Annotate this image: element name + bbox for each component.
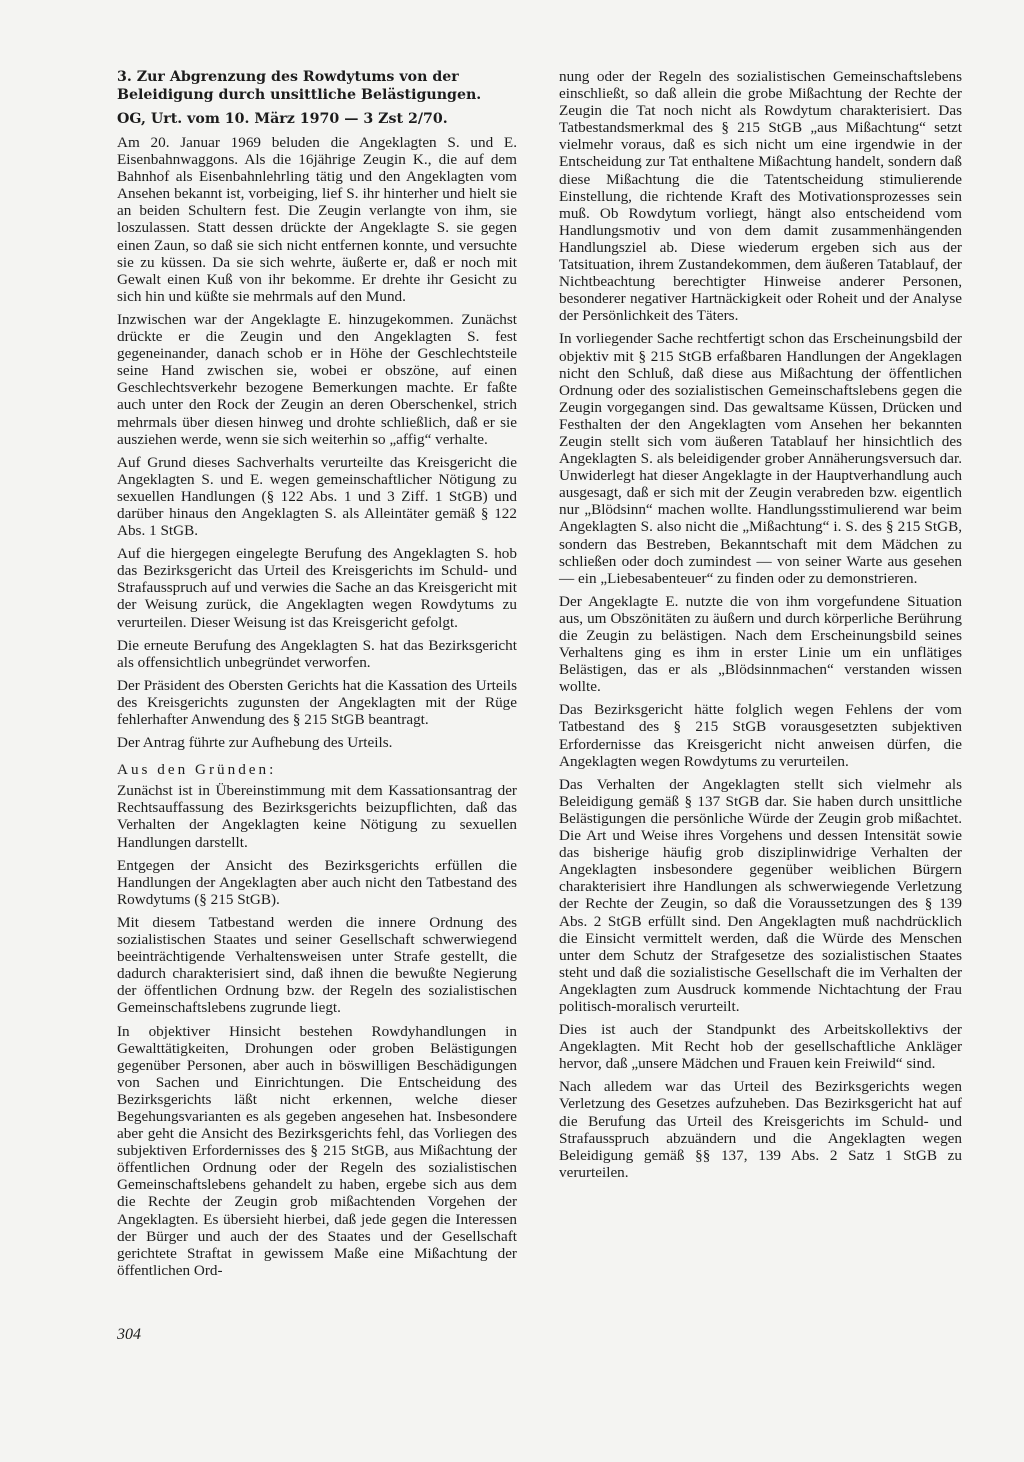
- body-paragraph: Der Angeklagte E. nutzte die von ihm vorgefundene Situation aus, um Obszönitäten zu äußern und durch körperliche Berührung die Zeugin zu belästigen. Nach dem Erscheinungsbild seines Verhaltens ging es ihm in erster Linie um ein unflätiges Belästigen, das er als „Blödsinnmachen“ verstanden wissen wollte.: [559, 592, 962, 696]
- body-paragraph: Inzwischen war der Angeklagte E. hinzugekommen. Zunächst drückte er die Zeugin und den Angeklagten S. fest gegeneinander, danach schob er in Höhe der Geschlechtsteile seine Hand zwischen sie, wobei er obszöne, auf einen Geschlechtsverkehr bezogene Bemerkungen machte. Er faßte auch unter den Rock der Zeugin an deren Oberschenkel, strich mehrmals über diesen hinweg und drohte schließlich, daß er sie ausziehen werde, wenn sie sich weiterhin so „affig“ verhalte.: [117, 310, 517, 448]
- body-paragraph: nung oder der Regeln des sozialistischen Gemeinschaftslebens einschließt, so daß allein die grobe Mißachtung der Rechte der Zeugin die Tat noch nicht als Rowdytum charakterisiert. Das Tatbestandsmerkmal des § 215 StGB „aus Mißachtung“ setzt vielmehr voraus, daß es sich nicht um eine irgendwie in der Entscheidung zur Tat enthaltene Mißachtung handelt, sondern daß diese Mißachtung die die Tatentscheidung stimulierende Einstellung, die richtende Kraft des Motivationsprozesses sein muß. Ob Rowdytum vorliegt, hängt also entscheidend vom Handlungsmotiv und von dem damit zusammenhängenden Handlungsziel ab. Diese wiederum ergeben sich aus der Tatsituation, ihrem Zustandekommen, dem äußeren Tatablauf, der Nichtbeachtung berechtigter Hinweise anderer Personen, besonderer negativer Hartnäckigkeit oder Roheit und der Analyse der Persönlichkeit des Täters.: [559, 68, 962, 325]
- body-paragraph: Auf Grund dieses Sachverhalts verurteilte das Kreisgericht die Angeklagten S. und E. wegen gemeinschaftlicher Nötigung zu sexuellen Handlungen (§ 122 Abs. 1 und 3 Ziff. 1 StGB) und darüber hinaus den Angeklagten S. als Alleintäter gemäß § 122 Abs. 1 StGB.: [117, 453, 517, 540]
- left-column: [117, 68, 517, 1285]
- body-paragraph: Das Verhalten der Angeklagten stellt sich vielmehr als Beleidigung gemäß § 137 StGB dar. Sie haben durch unsittliche Belästigungen die persönliche Würde der Zeugin grob mißachtet. Die Art und Weise ihres Vorgehens und dessen Intensität sowie das bisherige häufig grob disziplinwidrige Verhalten der Angeklagten insbesondere gegenüber weiblichen Bürgern charakterisiert ihre Handlungen als schwerwiegende Verletzung der Rechte der Zeugin, so daß die Voraussetzungen des § 139 Abs. 2 StGB erfüllt sind. Den Angeklagten muß nachdrücklich die Einsicht vermittelt werden, daß die Würde des Menschen unter dem Schutz der Strafgesetze des sozialistischen Staates steht und daß die sozialistische Gesellschaft die im Verhalten der Angeklagten zum Ausdruck kommende Nichtachtung der Frau politisch-moralisch verurteilt.: [559, 775, 962, 1015]
- body-paragraph: Nach alledem war das Urteil des Bezirksgerichts wegen Verletzung des Gesetzes aufzuheben. Das Bezirksgericht hat auf die Berufung das Urteil des Kreisgerichts im Schuld- und Strafausspruch abzuändern und die Angeklagten wegen Beleidigung gemäß §§ 137, 139 Abs. 2 Satz 1 StGB zu verurteilen.: [559, 1078, 962, 1181]
- body-paragraph: In objektiver Hinsicht bestehen Rowdyhandlungen in Gewalttätigkeiten, Drohungen oder groben Belästigungen gegenüber Personen, aber auch in böswilligen Beschädigungen von Sachen und Einrichtungen. Die Entscheidung des Bezirksgerichts läßt nicht erkennen, welche dieser Begehungsvarianten es als gegeben angesehen hat. Insbesondere aber geht die Ansicht des Bezirksgerichts fehl, das Vorliegen des subjektiven Erfordernisses des § 215 StGB, aus Mißachtung der öffentlichen Ordnung oder der Regeln des sozialistischen Gemeinschaftslebens gehandelt zu haben, ergebe sich aus dem die Rechte der Zeugin grob mißachtenden Vorgehen der Angeklagten. Es übersieht hierbei, daß jede gegen die Interessen der Bürger und auch der des Staates und der Gesellschaft gerichtete Straftat in gewissem Maße eine Mißachtung der öffentlichen Ord-: [117, 1022, 517, 1279]
- court-citation: OG, Urt. vom 10. März 1970 — 3 Zst 2/70.: [117, 111, 448, 127]
- body-paragraph: Mit diesem Tatbestand werden die innere Ordnung des sozialistischen Staates und seiner Gesellschaft schwerwiegend beeinträchtigende Verhaltensweisen unter Strafe gestellt, die dadurch charakterisiert sind, daß ihnen die bewußte Negierung der öffentlichen Ordnung bzw. der Regeln des sozialistischen Gemeinschaftslebens zugrunde liegt.: [117, 913, 517, 1017]
- body-paragraph: Der Antrag führte zur Aufhebung des Urteils.: [117, 734, 393, 752]
- body-paragraph: Dies ist auch der Standpunkt des Arbeitskollektivs der Angeklagten. Mit Recht hob der gesellschaftliche Ankläger hervor, daß „unsere Mädchen und Frauen kein Freiwild“ sind.: [559, 1021, 962, 1073]
- body-paragraph: Das Bezirksgericht hätte folglich wegen Fehlens der vom Tatbestand des § 215 StGB vorausgesetzten subjektiven Erfordernisse das Kreisgericht nicht anweisen dürfen, die Angeklagten wegen Rowdytums zu verurteilen.: [559, 701, 962, 770]
- body-paragraph: In vorliegender Sache rechtfertigt schon das Erscheinungsbild der objektiv mit § 215 StGB erfaßbaren Handlungen der Angeklagen nicht den Schluß, daß diese aus Mißachtung der öffentlichen Ordnung oder des sozialistischen Gemeinschaftslebens gegen die Zeugin vorgegangen sind. Das gewaltsame Küssen, Drücken und Festhalten der den Angeklagten vom Ansehen her bekannten Zeugin stellt sich vom äußeren Tatablauf her hinsichtlich des Angeklagten S. als beleidigender grober Annäherungsversuch dar. Unwiderlegt hat dieser Angeklagte in der Hauptverhandlung auch ausgesagt, daß er sich mit der Zeugin verabreden bzw. eigentlich nur „Blödsinn“ machen wollte. Handlungsstimulierend war beim Angeklagten S. also nicht die „Mißachtung“ i. S. des § 215 StGB, sondern das Bestreben, Bekanntschaft mit dem Mädchen zu schließen oder doch zumindest — von seiner Warte aus gesehen — ein „Liebesabenteuer“ zu finden oder zu demonstrieren.: [559, 330, 962, 587]
- article-heading: 3. Zur Abgrenzung des Rowdytums von der Beleidigung durch unsittliche Belästigungen.: [117, 69, 482, 103]
- body-paragraph: Auf die hiergegen eingelegte Berufung des Angeklagten S. hob das Bezirksgericht das Urteil des Kreisgerichts im Schuld- und Strafausspruch auf und verwies die Sache an das Kreisgericht mit der Weisung zurück, die Angeklagten wegen Rowdytums zu verurteilen. Dieser Weisung ist das Kreisgericht gefolgt.: [117, 545, 517, 631]
- body-paragraph: Die erneute Berufung des Angeklagten S. hat das Bezirksgericht als offensichtlich unbegründet verworfen.: [117, 636, 517, 671]
- page-number: 304: [117, 1326, 141, 1343]
- body-paragraph: Der Präsident des Obersten Gerichts hat die Kassation des Urteils des Kreisgerichts zugunsten der Angeklagten mit der Rüge fehlerhafter Anwendung des § 215 StGB beantragt.: [117, 676, 517, 728]
- right-column: [559, 68, 962, 1187]
- section-heading: Aus den Gründen:: [117, 761, 277, 779]
- body-paragraph: Zunächst ist in Übereinstimmung mit dem Kassationsantrag der Rechtsauffassung des Bezirksgerichts beizupflichten, daß das Verhalten der Angeklagten keine Nötigung zu sexuellen Handlungen darstellt.: [117, 782, 517, 851]
- body-paragraph: Entgegen der Ansicht des Bezirksgerichts erfüllen die Handlungen der Angeklagten aber auch nicht den Tatbestand des Rowdytums (§ 215 StGB).: [117, 856, 517, 908]
- body-paragraph: Am 20. Januar 1969 beluden die Angeklagten S. und E. Eisenbahnwaggons. Als die 16jährige Zeugin K., die auf dem Bahnhof als Eisenbahnlehrling tätig und den Angeklagten vom Ansehen bekannt ist, vorbeiging, lief S. ihr hinterher und hielt sie an beiden Schultern fest. Die Zeugin verlangte von ihm, sie loszulassen. Statt dessen drückte der Angeklagte S. sie gegen einen Zaun, so daß sie sich nicht entfernen konnte, und versuchte sie zu küssen. Da sie sich wehrte, äußerte er, daß er noch mit Gewalt einen Kuß von ihr bekomme. Er drehte ihr Gesicht zu sich hin und küßte sie mehrmals auf den Mund.: [117, 134, 517, 305]
